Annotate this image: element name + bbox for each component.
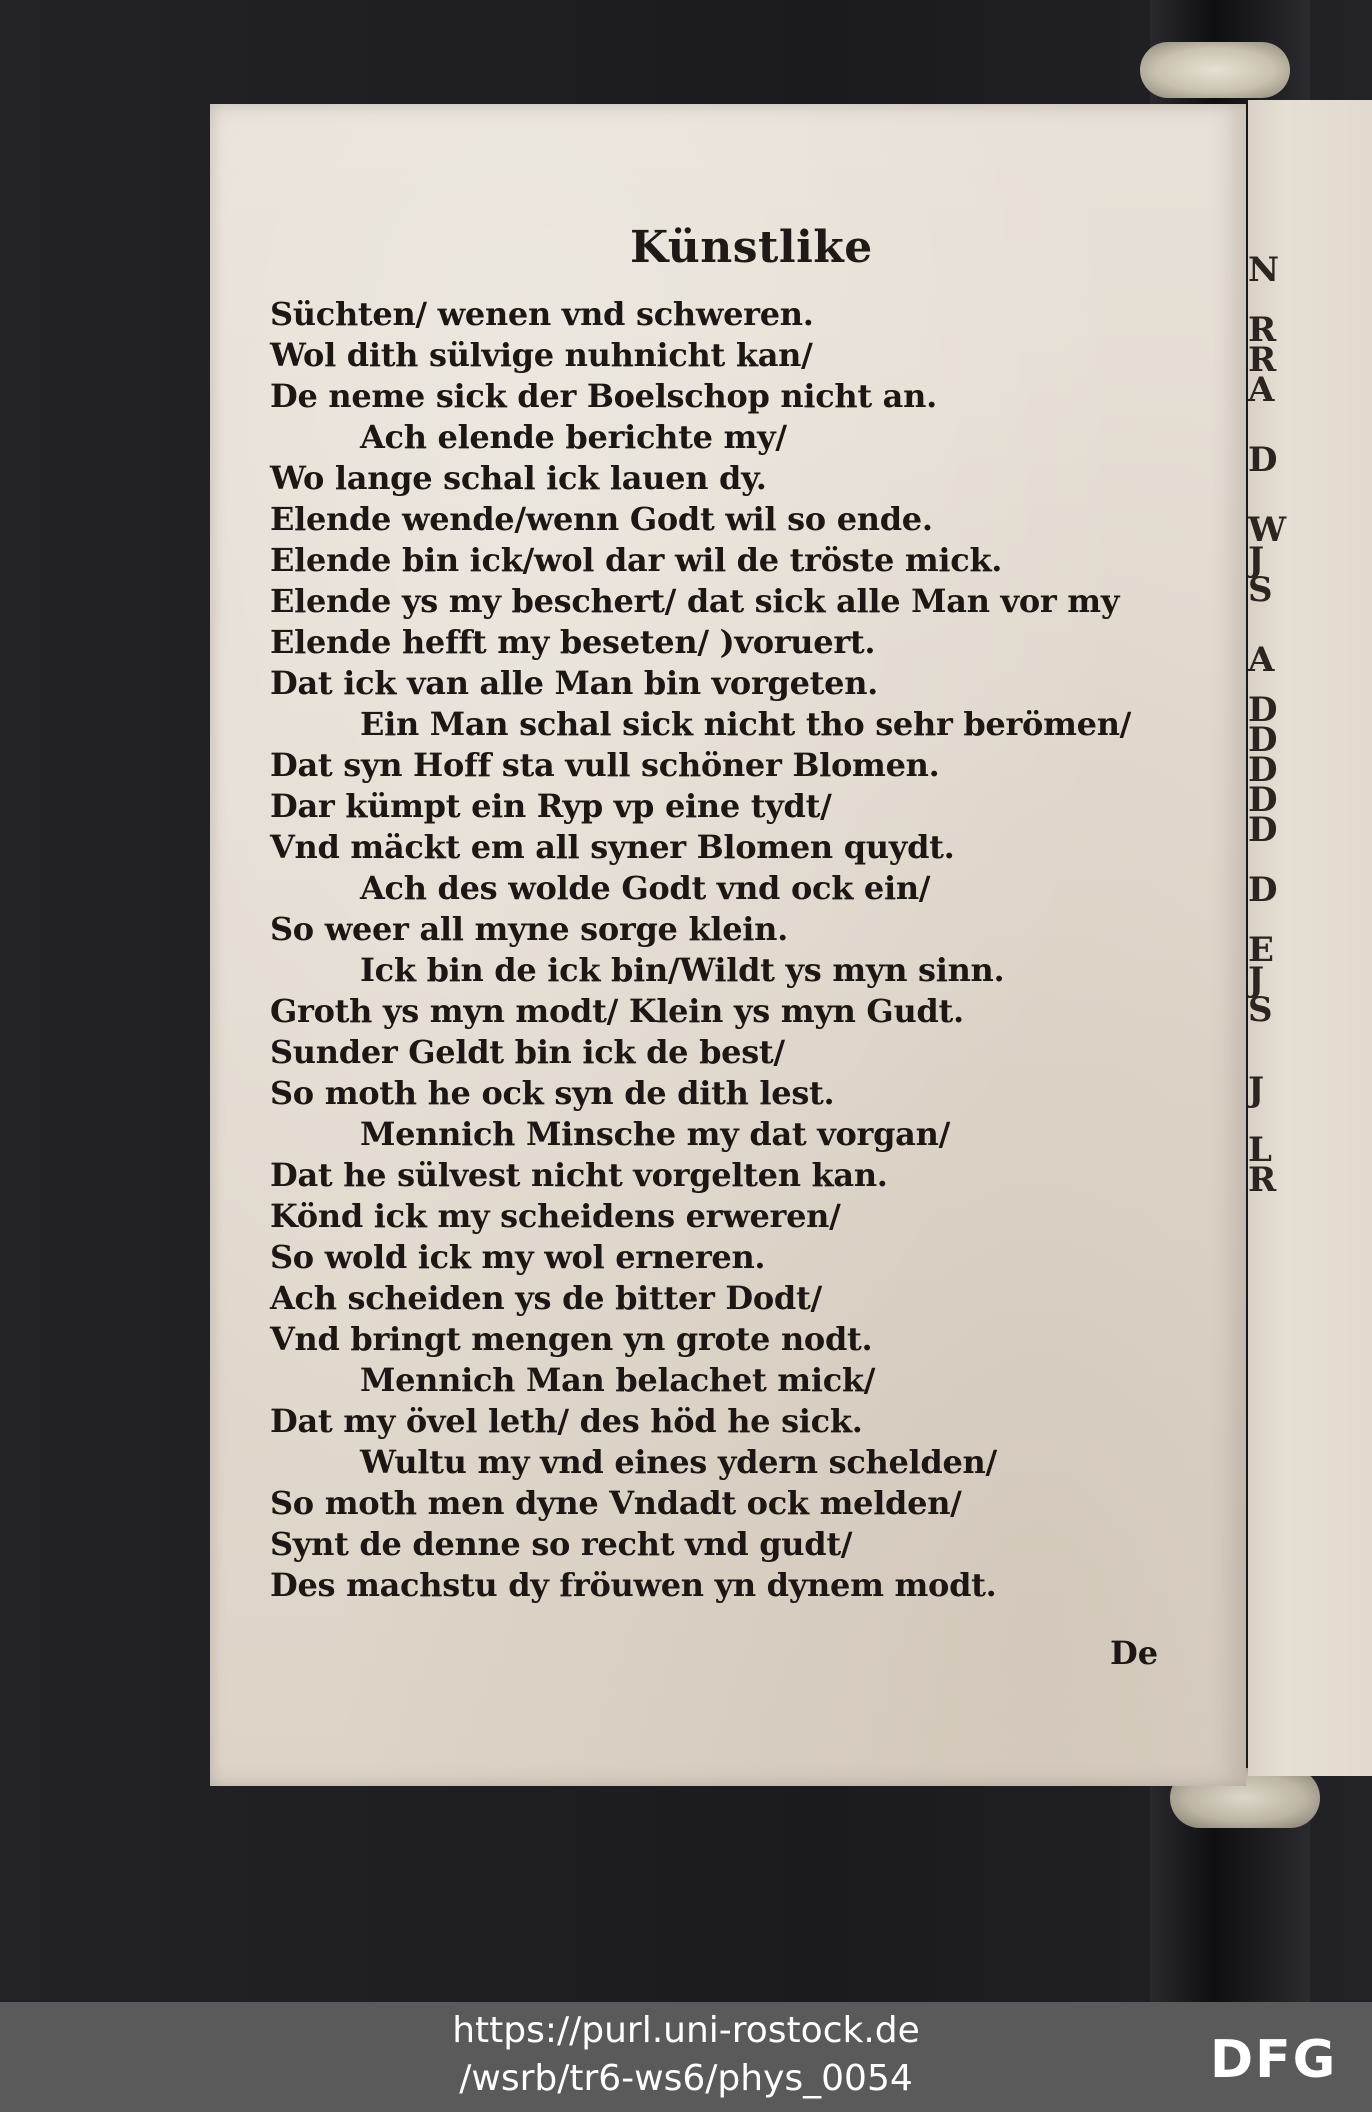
source-url-line-1[interactable]: https://purl.uni-rostock.de bbox=[452, 2010, 920, 2051]
text-line: So moth men dyne Vndadt ock melden/ bbox=[270, 1484, 962, 1522]
text-line: Elende hefft my beseten/ )voruert. bbox=[270, 623, 876, 661]
text-line: Dat he sülvest nicht vorgelten kan. bbox=[270, 1156, 888, 1194]
facing-page-glyph: E bbox=[1248, 930, 1274, 970]
facing-page-glyph: R bbox=[1248, 1160, 1277, 1200]
text-line: Groth ys myn modt/ Klein ys myn Gudt. bbox=[270, 992, 964, 1030]
text-line: De neme sick der Boelschop nicht an. bbox=[270, 377, 937, 415]
text-line: Ick bin de ick bin/Wildt ys myn sinn. bbox=[360, 951, 1005, 989]
text-line: Vnd bringt mengen yn grote nodt. bbox=[270, 1320, 873, 1358]
facing-page-glyph: D bbox=[1248, 690, 1278, 730]
text-line: Mennich Man belachet mick/ bbox=[360, 1361, 876, 1399]
facing-page-glyph: S bbox=[1248, 570, 1273, 610]
text-line: Elende ys my beschert/ dat sick alle Man vor my bbox=[270, 582, 1120, 620]
text-line: Dar kümpt ein Ryp vp eine tydt/ bbox=[270, 787, 832, 825]
text-line: Dat my övel leth/ des höd he sick. bbox=[270, 1402, 863, 1440]
text-line: Dat ick van alle Man bin vorgeten. bbox=[270, 664, 879, 702]
facing-page-glyph: J bbox=[1248, 960, 1265, 1000]
dfg-logo: DFG bbox=[1210, 2030, 1338, 2090]
facing-page-glyph: J bbox=[1248, 540, 1265, 580]
text-line: Elende wende/wenn Godt wil so ende. bbox=[270, 500, 933, 538]
facing-page-glyph: S bbox=[1248, 990, 1273, 1030]
text-line: Wultu my vnd eines ydern schelden/ bbox=[360, 1443, 997, 1481]
text-line: Ein Man schal sick nicht tho sehr berömen/ bbox=[360, 705, 1132, 743]
facing-page-glyph: A bbox=[1248, 370, 1275, 410]
text-line: So weer all myne sorge klein. bbox=[270, 910, 788, 948]
facing-page-glyph: W bbox=[1248, 510, 1287, 550]
text-line: Ach elende berichte my/ bbox=[360, 418, 787, 456]
text-line: Mennich Minsche my dat vorgan/ bbox=[360, 1115, 950, 1153]
text-line: Synt de denne so recht vnd gudt/ bbox=[270, 1525, 853, 1563]
text-line: Sunder Geldt bin ick de best/ bbox=[270, 1033, 785, 1071]
facing-page-glyph: R bbox=[1248, 340, 1277, 380]
facing-page-glyph: D bbox=[1248, 720, 1278, 760]
facing-page-glyph: D bbox=[1248, 810, 1278, 850]
text-line: Könd ick my scheidens erweren/ bbox=[270, 1197, 841, 1235]
facing-page-glyph: D bbox=[1248, 870, 1278, 910]
facing-page-glyph: D bbox=[1248, 750, 1278, 790]
text-line: Dat syn Hoff sta vull schöner Blomen. bbox=[270, 746, 940, 784]
facing-page-glyph: N bbox=[1248, 250, 1280, 290]
facing-page-glyph: D bbox=[1248, 440, 1278, 480]
source-bar bbox=[0, 2002, 1372, 2112]
text-line: Wol dith sülvige nuhnicht kan/ bbox=[270, 336, 813, 374]
text-line: So wold ick my wol erneren. bbox=[270, 1238, 766, 1276]
facing-page-glyph: J bbox=[1248, 1070, 1265, 1110]
text-line: Des machstu dy fröuwen yn dynem modt. bbox=[270, 1566, 997, 1604]
facing-page-glyph: L bbox=[1248, 1130, 1272, 1170]
text-line: Vnd mäckt em all syner Blomen quydt. bbox=[270, 828, 955, 866]
binding-thread-top bbox=[1140, 42, 1290, 98]
text-line: Elende bin ick/wol dar wil de tröste mick. bbox=[270, 541, 1003, 579]
book-page bbox=[210, 104, 1246, 1786]
text-line: Ach des wolde Godt vnd ock ein/ bbox=[360, 869, 931, 907]
text-line: So moth he ock syn de dith lest. bbox=[270, 1074, 835, 1112]
facing-page-glyph: A bbox=[1248, 640, 1275, 680]
catchword: De bbox=[1110, 1634, 1159, 1672]
text-line: Ach scheiden ys de bitter Dodt/ bbox=[270, 1279, 822, 1317]
text-line: Süchten/ wenen vnd schweren. bbox=[270, 295, 814, 333]
source-url-line-2[interactable]: /wsrb/tr6-ws6/phys_0054 bbox=[459, 2058, 913, 2099]
page-heading: Künstlike bbox=[630, 222, 873, 273]
facing-page-glyph: R bbox=[1248, 310, 1277, 350]
text-block bbox=[270, 294, 1230, 1606]
facing-page bbox=[1248, 100, 1372, 1776]
text-line: Wo lange schal ick lauen dy. bbox=[270, 459, 767, 497]
facing-page-glyph: D bbox=[1248, 780, 1278, 820]
